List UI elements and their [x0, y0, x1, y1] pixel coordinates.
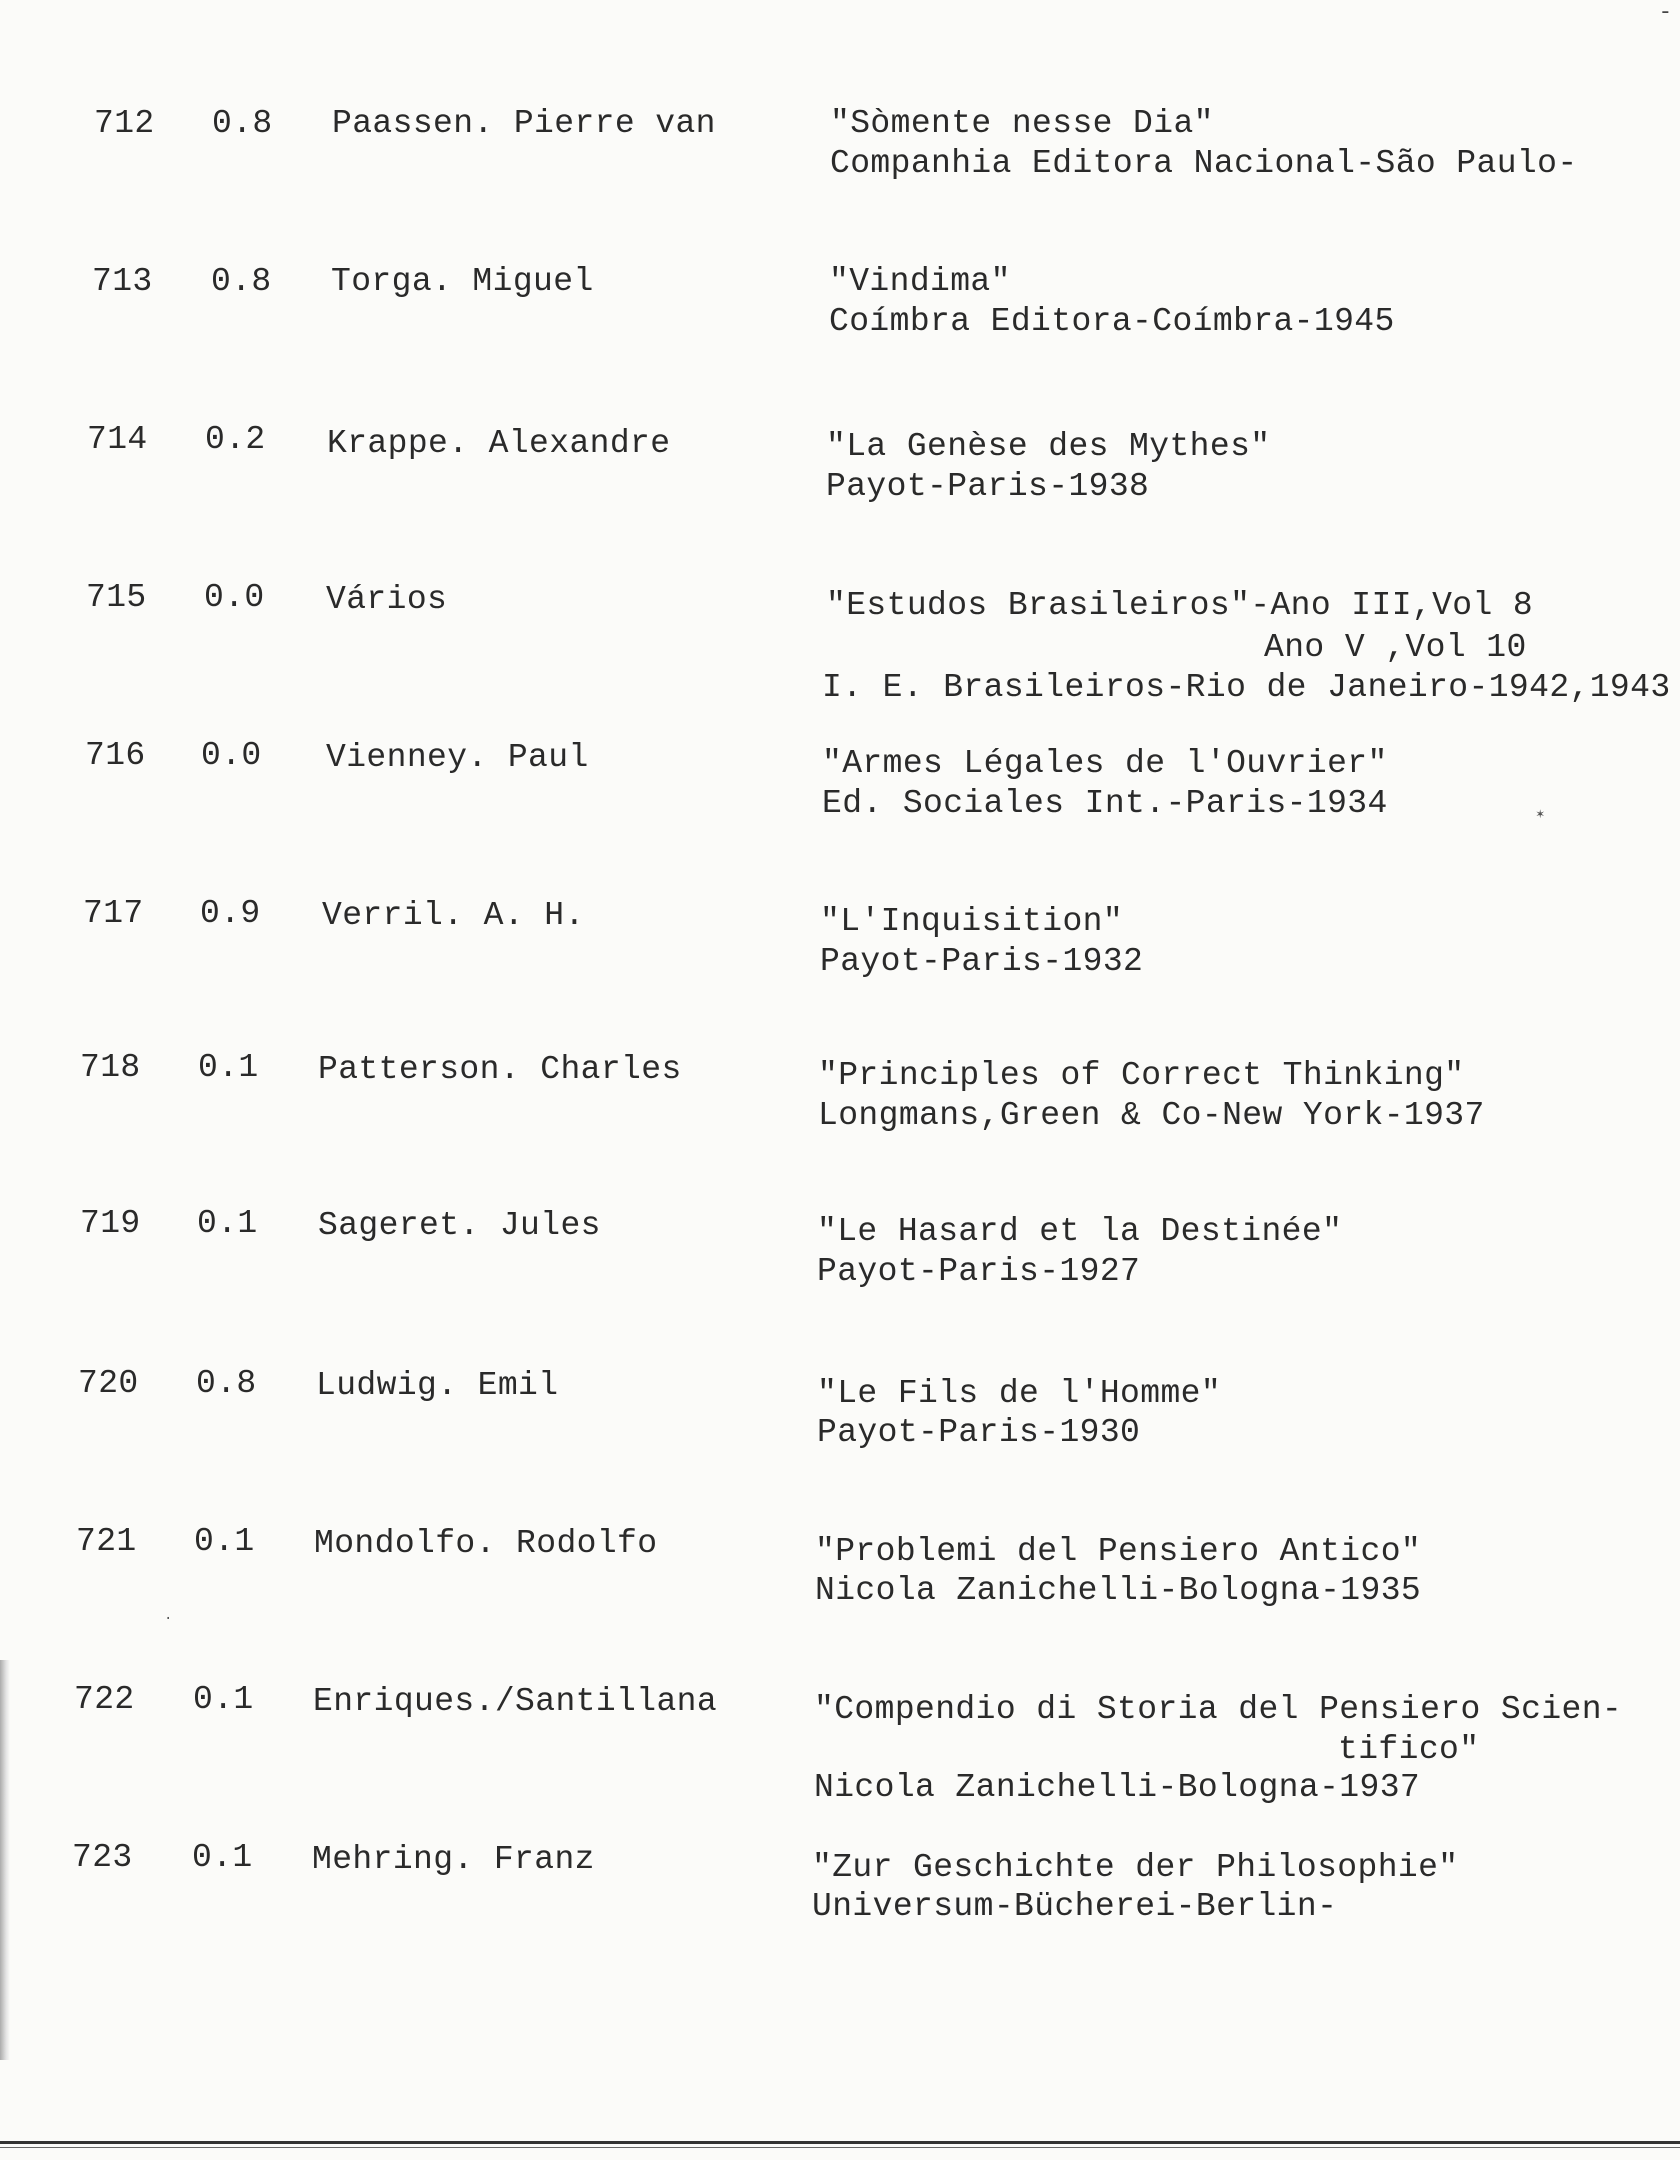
- entry-title: "L'Inquisition": [820, 903, 1124, 940]
- entry-title: "Le Hasard et la Destinée": [817, 1213, 1343, 1250]
- entry-author: Mehring. Franz: [312, 1841, 595, 1878]
- entry-author: Sageret. Jules: [318, 1207, 601, 1244]
- entry-number: 713: [92, 263, 153, 300]
- entry-number: 715: [86, 579, 147, 616]
- entry-author: Ludwig. Emil: [316, 1367, 559, 1404]
- entry-number: 720: [78, 1365, 139, 1402]
- catalog-entry: [0, 894, 1680, 1034]
- entry-number: 714: [87, 421, 148, 458]
- corner-dash-mark: -: [1658, 0, 1672, 25]
- entry-number: 712: [94, 105, 155, 142]
- entry-number: 717: [83, 895, 144, 932]
- entry-rating: 0.8: [212, 105, 273, 142]
- catalog-entry: [0, 578, 1680, 718]
- entry-publisher: Payot-Paris-1932: [820, 943, 1144, 980]
- catalog-entry: [0, 1364, 1680, 1504]
- entry-title: "Le Fils de l'Homme": [817, 1375, 1222, 1412]
- entry-publisher: Ed. Sociales Int.-Paris-1934: [822, 785, 1388, 822]
- entry-title: "Problemi del Pensiero Antico": [815, 1533, 1422, 1570]
- bottom-rule: [0, 2141, 1680, 2144]
- entry-author: Enriques./Santillana: [313, 1683, 718, 1720]
- entry-title: "Compendio di Storia del Pensiero Scien-: [814, 1691, 1623, 1728]
- entry-rating: 0.2: [205, 421, 266, 458]
- entry-author: Krappe. Alexandre: [327, 425, 671, 462]
- entry-title: "Armes Légales de l'Ouvrier": [822, 745, 1388, 782]
- entry-number: 723: [72, 1839, 133, 1876]
- entry-number: 721: [76, 1523, 137, 1560]
- catalog-entry: [0, 1522, 1680, 1662]
- entry-author: Mondolfo. Rodolfo: [314, 1525, 658, 1562]
- entry-publisher: Nicola Zanichelli-Bologna-1937: [814, 1769, 1421, 1806]
- entry-rating: 0.1: [197, 1205, 258, 1242]
- entry-title: "Vindima": [829, 263, 1011, 300]
- entry-publisher: Payot-Paris-1938: [826, 468, 1150, 505]
- entry-publisher: Nicola Zanichelli-Bologna-1935: [815, 1572, 1422, 1609]
- entry-publisher: I. E. Brasileiros-Rio de Janeiro-1942,1943: [822, 669, 1671, 706]
- entry-author: Verril. A. H.: [322, 897, 585, 934]
- entry-publisher: Universum-Bücherei-Berlin-: [812, 1888, 1338, 1925]
- entry-author: Vienney. Paul: [326, 739, 589, 776]
- entry-title: "Sòmente nesse Dia": [830, 105, 1214, 142]
- entry-author: Patterson. Charles: [318, 1051, 682, 1088]
- entry-title-continuation: tifico": [1338, 1731, 1480, 1768]
- entry-title: "Principles of Correct Thinking": [818, 1057, 1465, 1094]
- entry-rating: 0.8: [196, 1365, 257, 1402]
- ink-speck: ·: [164, 1611, 173, 1627]
- entry-title: "La Genèse des Mythes": [826, 428, 1271, 465]
- entry-publisher: Payot-Paris-1930: [817, 1414, 1141, 1451]
- entry-rating: 0.1: [193, 1681, 254, 1718]
- entry-rating: 0.8: [211, 263, 272, 300]
- entry-rating: 0.0: [201, 737, 262, 774]
- entry-publisher: Coímbra Editora-Coímbra-1945: [829, 303, 1395, 340]
- entry-author: Torga. Miguel: [331, 263, 594, 300]
- entry-title: "Zur Geschichte der Philosophie": [812, 1849, 1459, 1886]
- entry-rating: 0.1: [192, 1839, 253, 1876]
- catalog-entry: [0, 1838, 1680, 1978]
- catalog-entry: [0, 736, 1680, 876]
- entry-rating: 0.1: [198, 1049, 259, 1086]
- entry-rating: 0.9: [200, 895, 261, 932]
- entry-number: 719: [80, 1205, 141, 1242]
- entry-publisher: Payot-Paris-1927: [817, 1253, 1141, 1290]
- entry-number: 722: [74, 1681, 135, 1718]
- catalog-entry: [0, 420, 1680, 560]
- entry-title: "Estudos Brasileiros"-Ano III,Vol 8: [826, 587, 1534, 624]
- entry-rating: 0.0: [204, 579, 265, 616]
- scan-edge-shadow: [0, 1660, 10, 2060]
- catalog-entry: [0, 1204, 1680, 1344]
- entry-publisher: Companhia Editora Nacional-São Paulo-: [830, 145, 1578, 182]
- entry-publisher: Longmans,Green & Co-New York-1937: [818, 1097, 1485, 1134]
- entry-number: 716: [85, 737, 146, 774]
- catalog-entry: [0, 104, 1680, 244]
- entry-rating: 0.1: [194, 1523, 255, 1560]
- catalog-entry: [0, 262, 1680, 402]
- entry-author: Vários: [326, 581, 448, 618]
- entry-number: 718: [80, 1049, 141, 1086]
- ink-speck: ✶: [1536, 807, 1545, 823]
- catalog-entry: [0, 1680, 1680, 1820]
- catalog-entry: [0, 1048, 1680, 1188]
- entry-title-continuation: Ano V ,Vol 10: [1264, 629, 1527, 666]
- entry-author: Paassen. Pierre van: [332, 105, 716, 142]
- bottom-rule-thin: [0, 2147, 1680, 2148]
